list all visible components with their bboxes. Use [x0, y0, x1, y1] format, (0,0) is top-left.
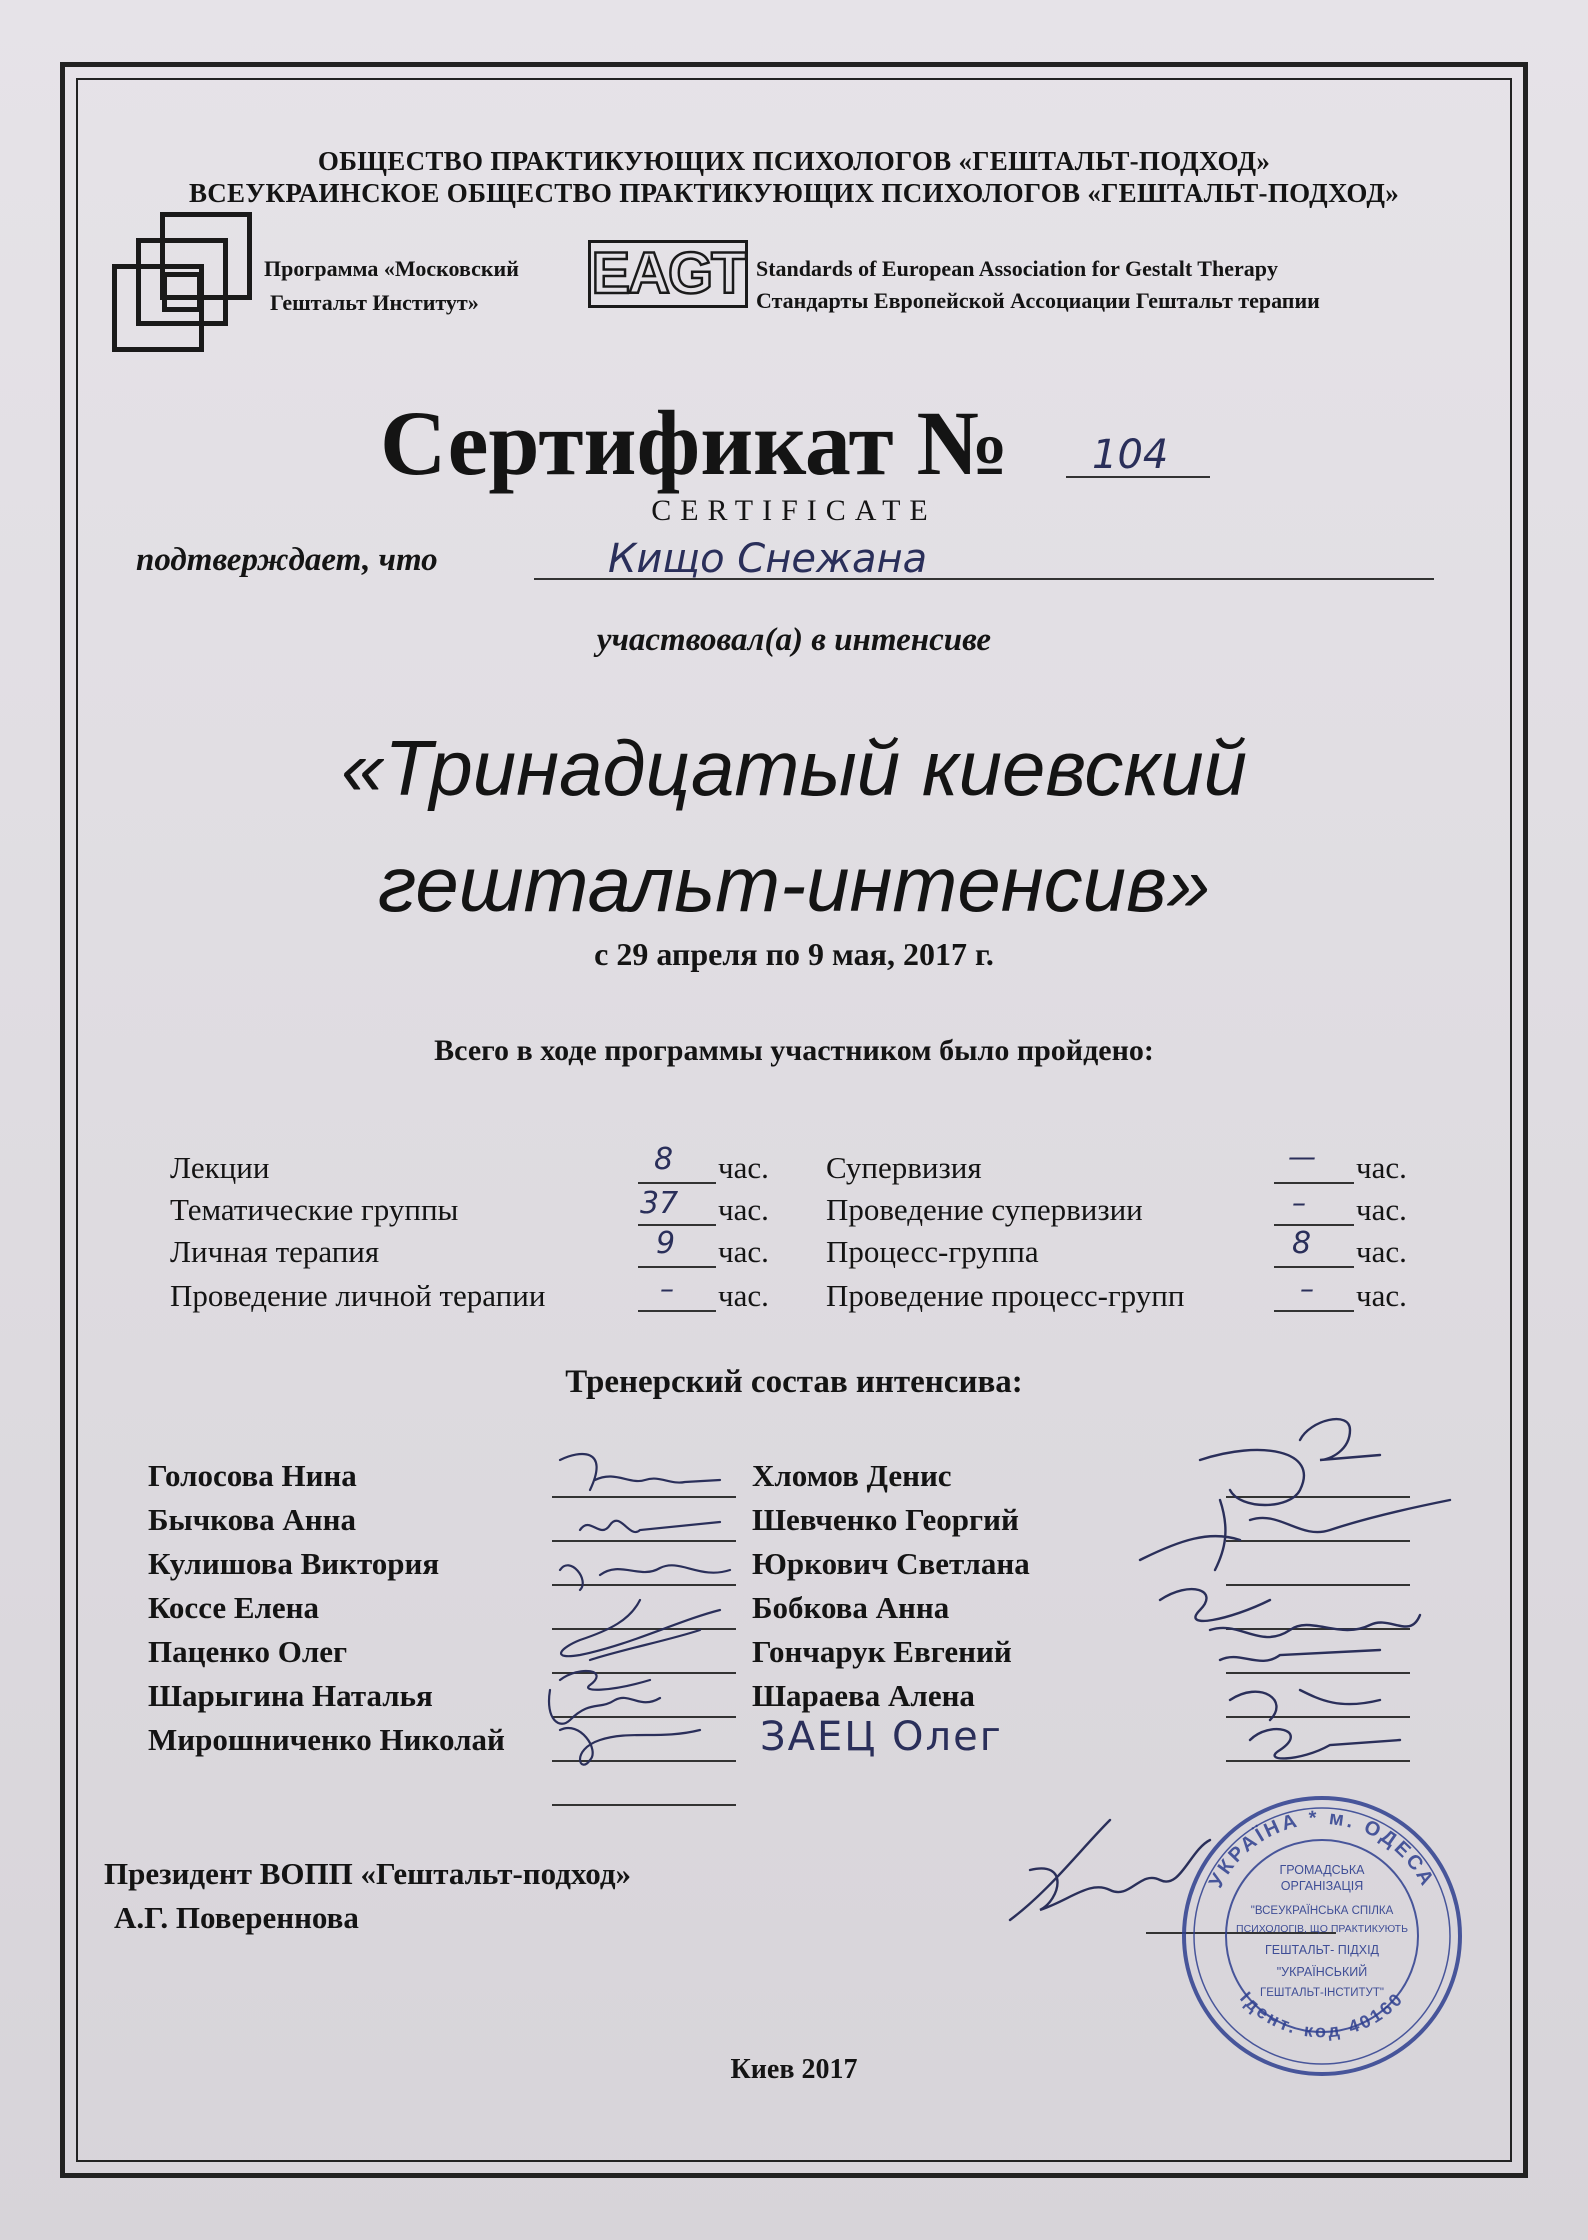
hours-unit: час. — [1356, 1278, 1407, 1313]
trainer-name: Кулишова Виктория — [148, 1546, 440, 1581]
stamp-line: "ВСЕУКРАЇНСЬКА СПІЛКА — [1250, 1905, 1394, 1917]
header-line-2: ВСЕУКРАИНСКОЕ ОБЩЕСТВО ПРАКТИКУЮЩИХ ПСИХОЛОГОВ «ГЕШТАЛЬТ-ПОДХОД» — [188, 178, 1400, 208]
moscow-gestalt-logo-icon — [112, 212, 252, 352]
trainer-name: Коссе Елена — [148, 1590, 320, 1625]
certificate-subtitle: CERTIFICATE — [651, 494, 937, 527]
official-stamp-icon — [1176, 1790, 1468, 2082]
hours-line — [1274, 1224, 1354, 1226]
trainer-name: Хломов Денис — [752, 1458, 952, 1493]
president-title: Президент ВОПП «Гештальт-подход» — [104, 1856, 632, 1891]
hours-unit: час. — [1356, 1150, 1407, 1185]
stamp-line: ОРГАНІЗАЦІЯ — [1280, 1879, 1364, 1893]
moscow-program-line-2: Гештальт Институт» — [270, 290, 479, 315]
hours-label-lectures: Лекции — [170, 1150, 270, 1185]
hours-line — [1274, 1310, 1354, 1312]
program-title-line-2: гештальт-интенсив» — [377, 840, 1211, 928]
hours-line — [1274, 1182, 1354, 1184]
hours-unit: час. — [718, 1192, 769, 1227]
hours-label-personal-therapy: Личная терапия — [170, 1234, 380, 1269]
stamp-line: ГЕШТАЛЬТ- ПІДХІД — [1264, 1943, 1380, 1957]
stamp-line: ГРОМАДСЬКА — [1279, 1863, 1365, 1877]
eagt-standards-en: Standards of European Association for Gestalt Therapy — [756, 256, 1278, 281]
header-line-1: ОБЩЕСТВО ПРАКТИКУЮЩИХ ПСИХОЛОГОВ «ГЕШТАЛЬТ-ПОДХОД» — [317, 146, 1271, 176]
trainers-heading: Тренерский состав интенсива: — [565, 1364, 1023, 1400]
confirms-label: подтверждает, что — [136, 542, 438, 578]
hours-value-lectures: 8 — [654, 1142, 674, 1177]
hours-value-process-group: 8 — [1292, 1226, 1312, 1261]
trainer-name: Бобкова Анна — [752, 1590, 950, 1625]
program-title-line-1: «Тринадцатый киевский — [340, 724, 1248, 812]
hours-label-thematic-groups: Тематические группы — [170, 1192, 459, 1227]
hours-label-process-group: Процесс-группа — [826, 1234, 1039, 1269]
hours-label-conducting-process-groups: Проведение процесс-групп — [826, 1278, 1185, 1313]
stamp-outer-text: УКРАЇНА * м. ОДЕСА — [1205, 1806, 1439, 1892]
footer-place-year: Киев 2017 — [730, 2054, 858, 2085]
certificate-title: Сертификат № — [380, 392, 1010, 494]
signature-line — [552, 1804, 736, 1806]
participated-label: участвовал(а) в интенсиве — [596, 622, 992, 658]
certificate-number: 104 — [1092, 432, 1169, 478]
participant-name: Кищо Снежана — [608, 536, 928, 582]
stamp-line: "УКРАЇНСЬКИЙ — [1276, 1965, 1368, 1979]
trainer-name: Паценко Олег — [148, 1634, 348, 1669]
program-dates: с 29 апреля по 9 мая, 2017 г. — [594, 936, 994, 972]
stamp-bottom-text: Ідент. код 40160 — [1236, 1987, 1408, 2042]
left-signatures-icon — [520, 1430, 760, 1790]
hours-line — [638, 1266, 716, 1268]
trainer-name: Мирошниченко Николай — [148, 1722, 505, 1757]
total-heading: Всего в ходе программы участником было пройдено: — [434, 1034, 1154, 1067]
hours-label-conducting-supervision: Проведение супервизии — [826, 1192, 1143, 1227]
stamp-line: ГЕШТАЛЬТ-ІНСТИТУТ" — [1260, 1987, 1384, 1999]
hours-unit: час. — [1356, 1192, 1407, 1227]
hours-line — [1274, 1266, 1354, 1268]
hours-value-conducting-process-groups: – — [1300, 1272, 1314, 1305]
president-name: А.Г. Поверенновa — [114, 1900, 359, 1935]
hours-value-personal-therapy: 9 — [656, 1226, 676, 1261]
trainer-name: Шараева Алена — [752, 1678, 975, 1713]
hours-label-conducting-therapy: Проведение личной терапии — [170, 1278, 546, 1313]
hours-unit: час. — [718, 1150, 769, 1185]
trainer-name: Шевченко Георгий — [752, 1502, 1019, 1537]
hours-unit: час. — [718, 1234, 769, 1269]
trainer-name: Бычкова Анна — [148, 1502, 356, 1537]
trainer-name: Шарыгина Наталья — [148, 1678, 433, 1713]
eagt-standards-ru: Стандарты Европейской Ассоциации Гештальт терапии — [756, 288, 1320, 313]
hours-value-thematic-groups: 37 — [640, 1186, 679, 1221]
hours-value-conducting-supervision: – — [1292, 1186, 1306, 1219]
hours-unit: час. — [718, 1278, 769, 1313]
hours-line — [638, 1224, 716, 1226]
trainer-handwritten-name: ЗАЕЦ Олег — [760, 1714, 1003, 1760]
hours-line — [638, 1182, 716, 1184]
stamp-line: ПСИХОЛОГІВ, ЩО ПРАКТИКУЮТЬ — [1236, 1923, 1408, 1935]
hours-unit: час. — [1356, 1234, 1407, 1269]
hours-value-conducting-therapy: – — [660, 1272, 674, 1305]
moscow-program-line-1: Программа «Московский — [264, 256, 519, 281]
trainer-name: Юркович Светлана — [752, 1546, 1030, 1581]
trainer-name: Гончарук Евгений — [752, 1634, 1012, 1669]
trainer-name: Голосова Нина — [148, 1458, 357, 1493]
hours-value-supervision: — — [1288, 1140, 1316, 1173]
hours-label-supervision: Супервизия — [826, 1150, 982, 1185]
right-signatures-icon — [1120, 1400, 1510, 1790]
hours-line — [638, 1310, 716, 1312]
eagt-logo: EAGT — [588, 240, 748, 308]
